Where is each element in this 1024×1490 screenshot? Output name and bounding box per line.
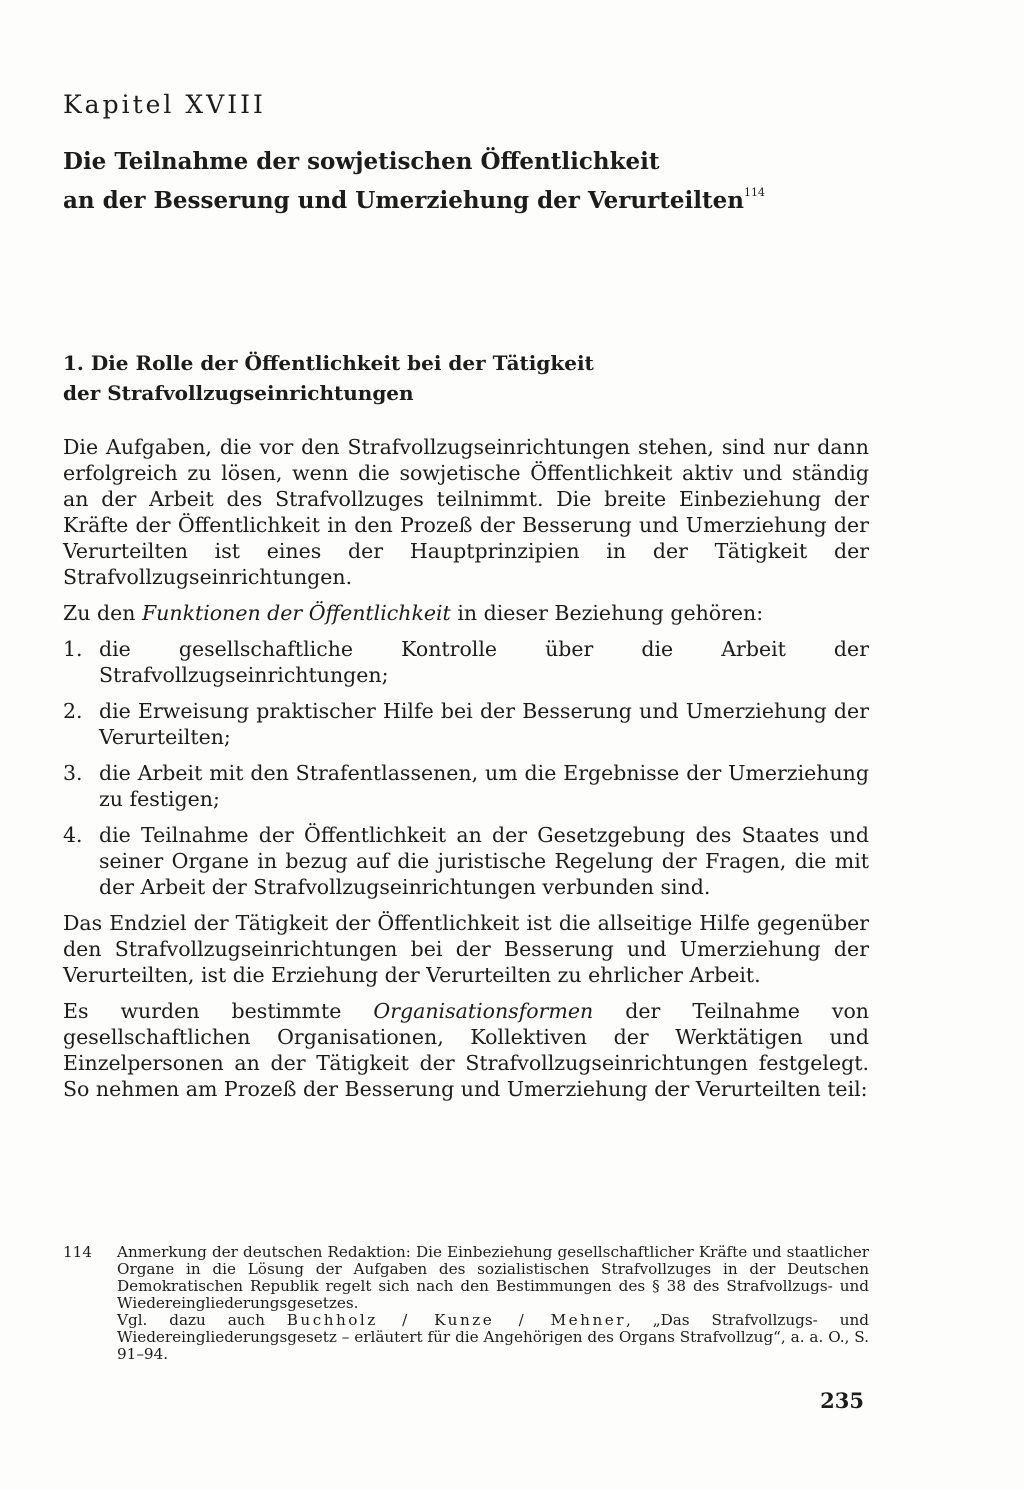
paragraph-2-text: Zu den <box>63 601 142 625</box>
paragraph-4-text: Es wurden bestimmte <box>63 999 374 1023</box>
chapter-title-line1: Die Teilnahme der sowjetischen Öffentlichkeit <box>63 148 660 175</box>
list-item <box>63 636 869 688</box>
footnote-text <box>117 1244 869 1363</box>
section-heading-line2: der Strafvollzugseinrichtungen <box>63 381 414 405</box>
list-item-number: 3. <box>63 761 83 785</box>
page-number: 235 <box>820 1388 864 1413</box>
list-item-text: die Erweisung praktischer Hilfe bei der Besserung und Umerziehung der Verurteilten; <box>99 699 869 749</box>
paragraph-4-emphasis: Organisationsformen <box>373 999 594 1023</box>
section-heading-line1: 1. Die Rolle der Öffentlichkeit bei der Tätigkeit <box>63 351 594 375</box>
body-text <box>63 434 869 1112</box>
footnote <box>63 1244 869 1363</box>
paragraph-2-emphasis: Funktionen der Öffentlichkeit <box>141 601 451 625</box>
list-item-text: die Arbeit mit den Strafentlassenen, um die Ergebnisse der Umerziehung zu festigen; <box>99 761 869 811</box>
footnote-number: 114 <box>63 1243 92 1261</box>
chapter-title-line2: an der Besserung und Umerziehung der Verurteilten <box>63 187 744 214</box>
footnote-reference[interactable]: 114 <box>743 186 765 199</box>
paragraph-2-text-end: in dieser Beziehung gehören: <box>450 601 764 625</box>
paragraph-3: Das Endziel der Tätigkeit der Öffentlichkeit ist die allseitige Hilfe gegenüber den Strafvollzugseinrichtungen bei der Besserung und Umerziehung der Verurteilten, ist die Erziehung der Verurteilten zu ehrlicher Arbeit. <box>63 911 869 987</box>
list-item-text: die gesellschaftliche Kontrolle über die Arbeit der Strafvollzugseinrichtungen; <box>99 637 869 687</box>
footnote-text-2: Vgl. dazu auch <box>117 1311 287 1329</box>
paragraph-4-text-end: der Teilnahme von gesellschaftlichen Organisationen, Kollektiven der Werktätigen und Einzelpersonen an der Tätigkeit der Strafvollzugseinrichtungen festgelegt. So nehmen am Prozeß der Besserung und Umerziehung der Verurteilten teil: <box>63 999 869 1101</box>
list-item <box>63 822 869 900</box>
list-item-number: 1. <box>63 637 83 661</box>
chapter-title <box>63 146 765 216</box>
footnote-text-1: Anmerkung der deutschen Redaktion: Die Einbeziehung gesellschaftlicher Kräfte und staatlicher Organe in die Lösung der Aufgaben des sozialistischen Strafvollzuges in der Deutschen Demokratischen Republik regelt sich nach den Bestimmungen des § 38 des Strafvollzugs- und Wiedereingliederungsgesetzes. <box>117 1243 869 1312</box>
list-item-text: die Teilnahme der Öffentlichkeit an der Gesetzgebung des Staates und seiner Organe in bezug auf die juristische Regelung der Fragen, die mit der Arbeit der Strafvollzugseinrichtungen verbunden sind. <box>99 823 869 899</box>
paragraph-1: Die Aufgaben, die vor den Strafvollzugseinrichtungen stehen, sind nur dann erfolgreich zu lösen, wenn die sowjetische Öffentlichkeit aktiv und ständig an der Arbeit des Strafvollzuges teilnimmt. Die breite Einbeziehung der Kräfte der Öffentlichkeit in den Prozeß der Besserung und Umerziehung der Verurteilten ist eines der Hauptprinzipien in der Tätigkeit der Strafvollzugseinrichtungen. <box>63 435 869 589</box>
list-item-number: 2. <box>63 699 83 723</box>
functions-list <box>63 636 869 900</box>
list-item <box>63 698 869 750</box>
list-item <box>63 760 869 812</box>
chapter-label: Kapitel XVIII <box>63 90 266 119</box>
paragraph-4 <box>63 998 869 1102</box>
paragraph-2 <box>63 600 869 626</box>
section-heading <box>63 348 594 408</box>
footnote-authors: Buchholz / Kunze / Mehner <box>286 1311 626 1329</box>
list-item-number: 4. <box>63 823 83 847</box>
footnote-text-3: , „Das Strafvollzugs- und Wiedereingliederungsgesetz – erläutert für die Angehörigen des Organs Strafvollzug“, a. a. O., S. 91–94. <box>117 1311 869 1363</box>
